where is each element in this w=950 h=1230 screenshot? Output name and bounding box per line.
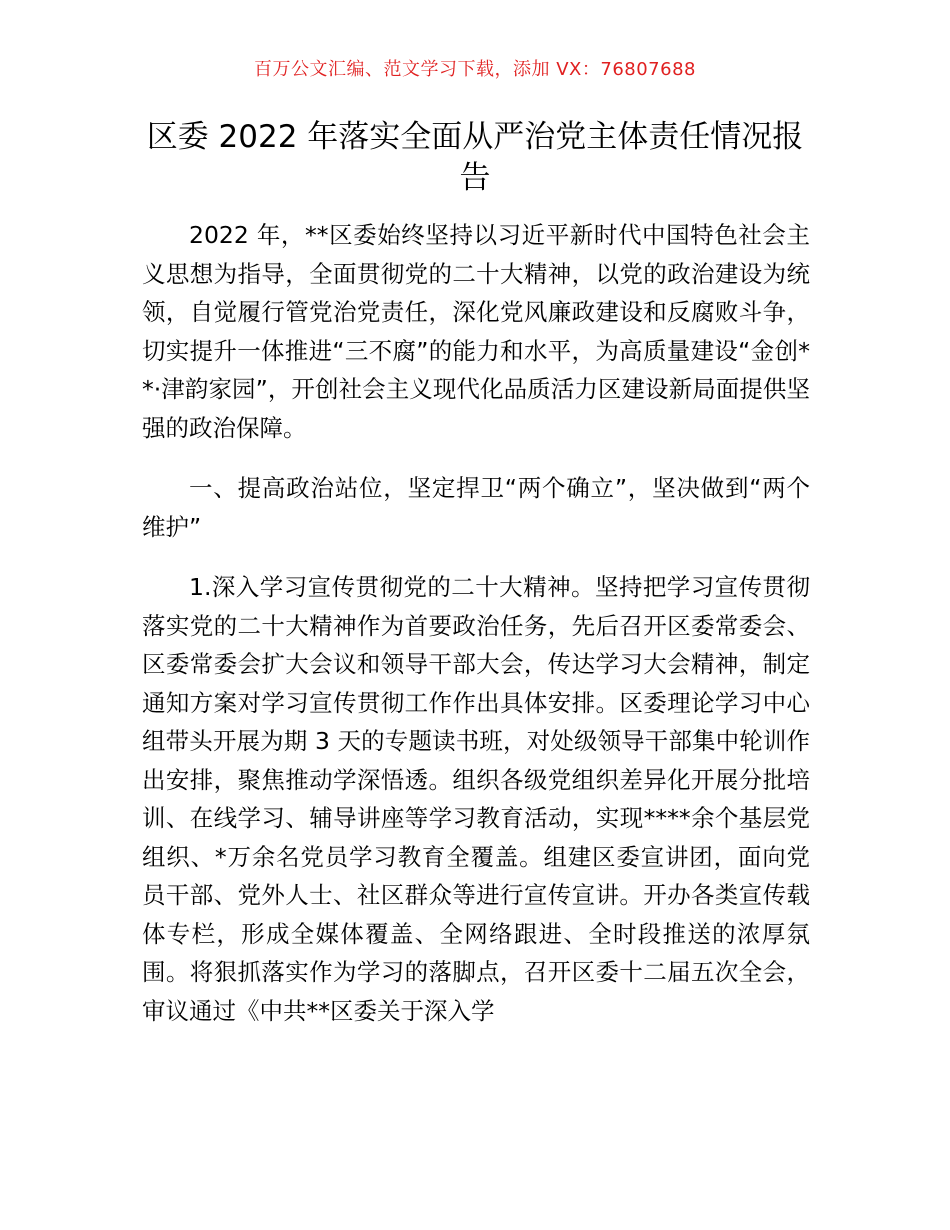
header-watermark-note: 百万公文汇编、范文学习下载，添加 VX：76807688 (254, 59, 696, 80)
subsection-paragraph-1: 1.深入学习宣传贯彻党的二十大精神。坚持把学习宣传贯彻落实党的二十大精神作为首要政治任务，先后召开区委常委会、区委常委会扩大会议和领导干部大会，传达学习大会精神，制定通知方案对学习宣传贯彻工作作出具体安排。区委理论学习中心组带头开展为期 3 天的专题读书班，对处级领导干部集中轮训作出安排，聚焦推动学深悟透。组织各级党组织差异化开展分批培训、在线学习、辅导讲座等学习教育活动，实现****余个基层党组织、*万余名党员学习教育全覆盖。组建区委宣讲团，面向党员干部、党外人士、社区群众等进行宣传宣讲。开办各类宣传载体专栏，形成全媒体覆盖、全网络跟进、全时段推送的浓厚氛围。将狠抓落实作为学习的落脚点，召开区委十二届五次全会，审议通过《中共**区委关于深入学 (142, 573, 810, 1025)
section-heading-1: 一、提高政治站位，坚定捍卫“两个确立”，坚决做到“两个维护” (142, 474, 810, 541)
document-body (142, 216, 810, 1052)
intro-paragraph: 2022 年，**区委始终坚持以习近平新时代中国特色社会主义思想为指导，全面贯彻党的二十大精神，以党的政治建设为统领，自觉履行管党治党责任，深化党风廉政建设和反腐败斗争，切实提升一体推进“三不腐”的能力和水平，为高质量建设“金创**·津韵家园”，开创社会主义现代化品质活力区建设新局面提供坚强的政治保障。 (142, 221, 810, 442)
document-title: 区委 2022 年落实全面从严治党主体责任情况报告 (146, 119, 804, 196)
